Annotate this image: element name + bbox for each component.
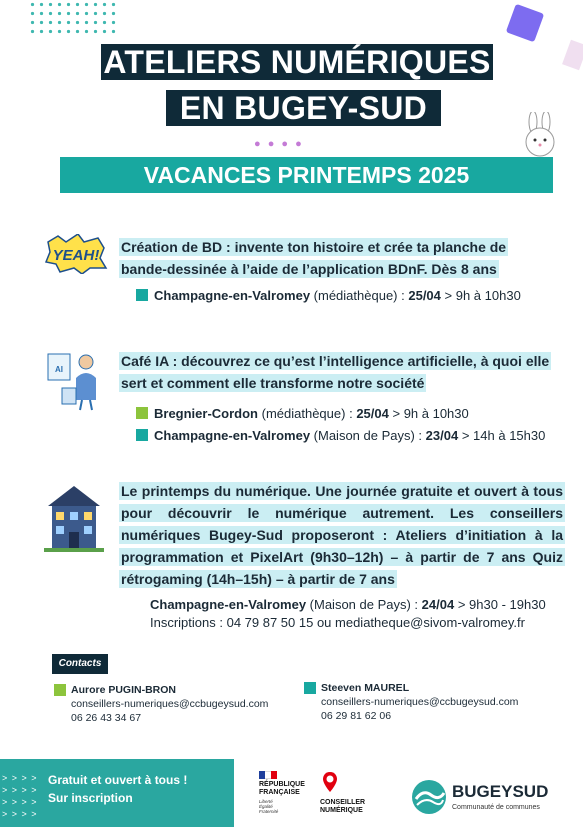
conseiller-numerique-logo: CONSEILLER NUMÉRIQUE [320, 771, 376, 821]
footer-line-1: Gratuit et ouvert à tous ! [48, 773, 188, 787]
french-flag-icon [259, 771, 277, 779]
contact-1-name: Aurore PUGIN-BRON [71, 684, 177, 696]
teal-bullet-icon [136, 429, 148, 441]
bugeysud-subtitle: Communauté de communes [452, 804, 540, 811]
contact-card-2 [304, 682, 534, 726]
workshop-1-session: Champagne-en-Valromey (médiathèque) : 25/04 > 9h à 10h30 [136, 287, 521, 305]
bunny-icon [519, 112, 561, 160]
title-line-1: ATELIERS NUMÉRIQUES [101, 44, 493, 80]
period-banner: VACANCES PRINTEMPS 2025 [60, 157, 553, 193]
bugeysud-brand: BUGEYSUD [452, 782, 549, 801]
contact-1-phone: 06 26 43 34 67 [71, 712, 142, 724]
green-bullet-icon [136, 407, 148, 419]
workshop-2-session-2: Champagne-en-Valromey (Maison de Pays) : 23/04 > 14h à 15h30 [136, 427, 545, 445]
bugeysud-wave-icon [411, 779, 447, 815]
pink-shape-decoration [562, 40, 583, 71]
footer-line-2: Sur inscription [48, 791, 133, 805]
contact-2-phone: 06 29 81 62 06 [321, 710, 392, 722]
workshop-3-inscriptions: Inscriptions : 04 79 87 50 15 ou mediatheque@sivom-valromey.fr [150, 615, 525, 630]
contact-card-1 [54, 684, 284, 728]
contact-2-name: Steeven MAUREL [321, 682, 410, 694]
workshop-3-description: Le printemps du numérique. Une journée gratuite et ouvert à tous pour découvrir le numérique autrement. Les conseillers numériques Bugey-Sud proposeront : Ateliers d’initiation à la programmation et PixelArt (9h30–12h) – à partir de 7 ans Quiz rétrogaming (14h–15h) – à partir de 7 ans [121, 483, 563, 587]
footer-info [48, 771, 187, 807]
svg-text:YEAH!: YEAH! [52, 247, 100, 264]
teal-bullet-icon [136, 289, 148, 301]
contacts-label: Contacts [52, 654, 108, 674]
workshop-3-session: Champagne-en-Valromey (Maison de Pays) : 24/04 > 9h30 - 19h30 [150, 597, 546, 612]
location-pin-icon [322, 771, 338, 793]
purple-diamond-decoration [506, 4, 544, 42]
yeah-comic-icon [44, 234, 108, 274]
svg-text:AI: AI [55, 365, 63, 374]
contact-2-email[interactable]: conseillers-numeriques@ccbugeysud.com [321, 696, 519, 708]
workshop-2-description: Café IA : découvrez ce qu’est l’intelligence artificielle, à quoi elle sert et comment elle transforme notre société [121, 353, 550, 391]
arrows-decoration: > > > > > > > > > > > > > > > > [2, 773, 38, 819]
easter-eggs-icon: ● ● ● ● [254, 138, 304, 150]
ai-illustration-icon [46, 348, 106, 412]
pixel-house-icon [42, 482, 106, 554]
workshop-2-session-1: Bregnier-Cordon (médiathèque) : 25/04 > 9h à 10h30 [136, 405, 469, 423]
workshop-1-description: Création de BD : invente ton histoire et crée ta planche de bande-dessinée à l’aide de l’application BDnF. Dès 8 ans [121, 239, 507, 277]
green-square-icon [54, 684, 66, 696]
republique-francaise-logo: RÉPUBLIQUE FRANÇAISE Liberté Égalité Fraternité [259, 771, 311, 821]
title-line-2: EN BUGEY-SUD [166, 90, 441, 126]
decorative-dot-grid [28, 0, 118, 34]
contact-1-email[interactable]: conseillers-numeriques@ccbugeysud.com [71, 698, 269, 710]
teal-square-icon [304, 682, 316, 694]
